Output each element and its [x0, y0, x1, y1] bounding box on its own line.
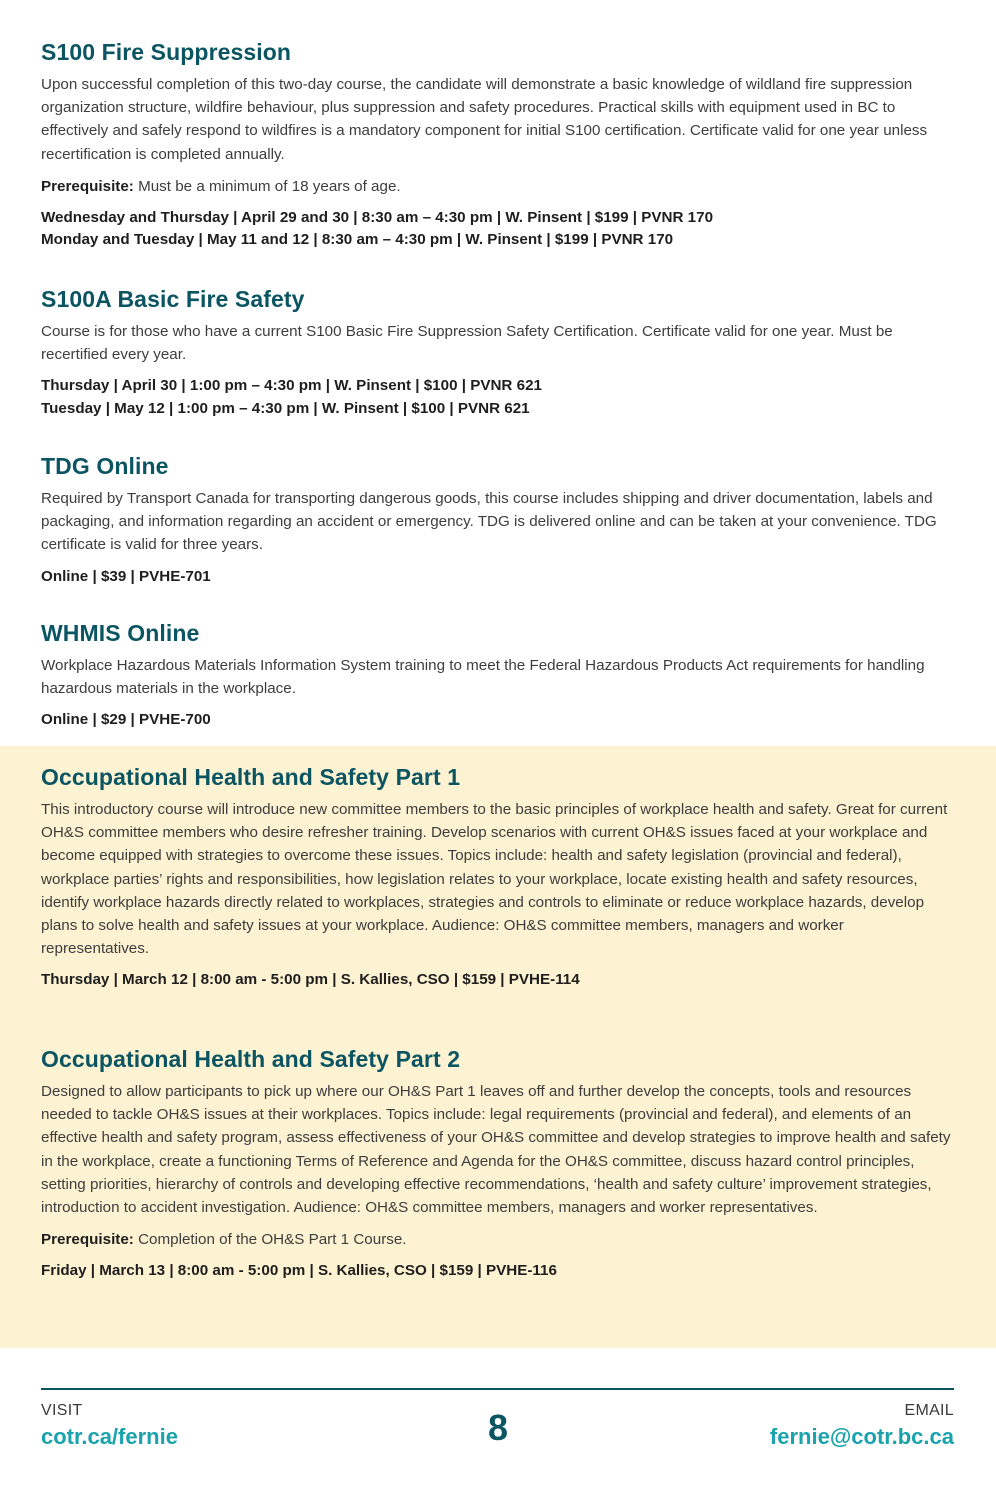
- course-description: Required by Transport Canada for transporting dangerous goods, this course includes shipping and driver documentation, labels and packaging, and information regarding an accident or emergency. TDG is delivered online and can be taken at your convenience. TDG certificate is valid for three years.: [41, 490, 937, 554]
- course-title: S100 Fire Suppression: [41, 39, 292, 65]
- course-prerequisite: [41, 1228, 955, 1251]
- course-title: WHMIS Online: [41, 620, 200, 646]
- session-line: Friday | March 13 | 8:00 am - 5:00 pm | S. Kallies, CSO | $159 | PVHE-116: [41, 1262, 557, 1280]
- prerequisite-text: Must be a minimum of 18 years of age.: [133, 177, 401, 195]
- course-ohs-part-1: [0, 762, 996, 992]
- footer-divider: [41, 1388, 954, 1390]
- session-line: Thursday | March 12 | 8:00 am - 5:00 pm | S. Kallies, CSO | $159 | PVHE-114: [41, 971, 580, 989]
- session-list: [41, 566, 955, 589]
- course-s100: [0, 37, 996, 252]
- session-list: [41, 709, 955, 732]
- course-title: Occupational Health and Safety Part 2: [41, 1046, 461, 1072]
- course-description: Designed to allow participants to pick up where our OH&S Part 1 leaves off and further develop the concepts, tools and resources needed to tackle OH&S issues at their workplaces. Topics include: legal requirements (provincial and federal), and elements of an effective health and safety program, assess effectiveness of your OH&S committee and develop strategies to improve health and safety in the workplace, create a functioning Terms of Reference and Agenda for the OH&S committee, discuss hazard control principles, setting priorities, hierarchy of controls and developing effective recommendations, ‘health and safety culture’ improvement strategies, introduction to accident investigation. Audience: OH&S committee members, managers and worker representatives.: [41, 1083, 951, 1217]
- prerequisite-label: Prerequisite:: [41, 1231, 134, 1249]
- course-prerequisite: [41, 175, 955, 198]
- session-list: [41, 207, 955, 252]
- prerequisite-label: Prerequisite:: [41, 177, 134, 195]
- email-label: EMAIL: [904, 1402, 954, 1419]
- course-ohs-part-2: [0, 1044, 996, 1283]
- footer-email: [770, 1400, 954, 1452]
- course-description: This introductory course will introduce new committee members to the basic principles of workplace health and safety. Great for current OH&S committee members who desire refresher training. Develop scenarios with current OH&S issues faced at your workplace and become equipped with strategies to overcome these issues. Topics include: health and safety legislation (provincial and federal), workplace parties’ rights and responsibilities, how legislation relates to your workplace, locate existing health and safety resources, identify workplace hazards directly related to workplaces, strategies and controls to eliminate or reduce workplace hazards, develop plans to solve health and safety issues at your workplace. Audience: OH&S committee members, managers and worker representatives.: [41, 801, 948, 958]
- session-line: Monday and Tuesday | May 11 and 12 | 8:30 am – 4:30 pm | W. Pinsent | $199 | PVNR 170: [41, 231, 674, 249]
- prerequisite-text: Completion of the OH&S Part 1 Course.: [133, 1231, 407, 1249]
- session-line: Tuesday | May 12 | 1:00 pm – 4:30 pm | W. Pinsent | $100 | PVNR 621: [41, 399, 530, 417]
- course-description: Course is for those who have a current S100 Basic Fire Suppression Safety Certification. Certificate valid for one year. Must be recertified every year.: [41, 323, 893, 364]
- page-number: 8: [487, 1407, 509, 1448]
- session-list: [41, 1260, 955, 1283]
- session-line: Online | $29 | PVHE-700: [41, 711, 211, 729]
- session-line: Thursday | April 30 | 1:00 pm – 4:30 pm | W. Pinsent | $100 | PVNR 621: [41, 377, 542, 395]
- course-title: S100A Basic Fire Safety: [41, 286, 305, 312]
- session-list: [41, 969, 955, 992]
- course-description: Workplace Hazardous Materials Information System training to meet the Federal Hazardous Products Act requirements for handling hazardous materials in the workplace.: [41, 657, 925, 698]
- visit-label: VISIT: [41, 1402, 83, 1419]
- session-list: [41, 375, 955, 420]
- course-title: Occupational Health and Safety Part 1: [41, 764, 461, 790]
- session-line: Online | $39 | PVHE-701: [41, 567, 211, 585]
- email-link[interactable]: fernie@cotr.bc.ca: [769, 1424, 954, 1449]
- course-tdg-online: [0, 451, 996, 588]
- course-whmis-online: [0, 618, 996, 732]
- course-description: Upon successful completion of this two-day course, the candidate will demonstrate a basic knowledge of wildland fire suppression organization structure, wildfire behaviour, plus suppression and safety procedures. Practical skills with equipment used in BC to effectively and safely respond to wildfires is a mandatory component for initial S100 certification. Certificate valid for one year unless recertification is completed annually.: [41, 76, 928, 163]
- course-s100a: [0, 284, 996, 420]
- visit-link[interactable]: cotr.ca/fernie: [41, 1424, 178, 1449]
- session-line: Wednesday and Thursday | April 29 and 30 | 8:30 am – 4:30 pm | W. Pinsent | $199 | PVNR 170: [41, 208, 714, 226]
- course-title: TDG Online: [41, 453, 169, 479]
